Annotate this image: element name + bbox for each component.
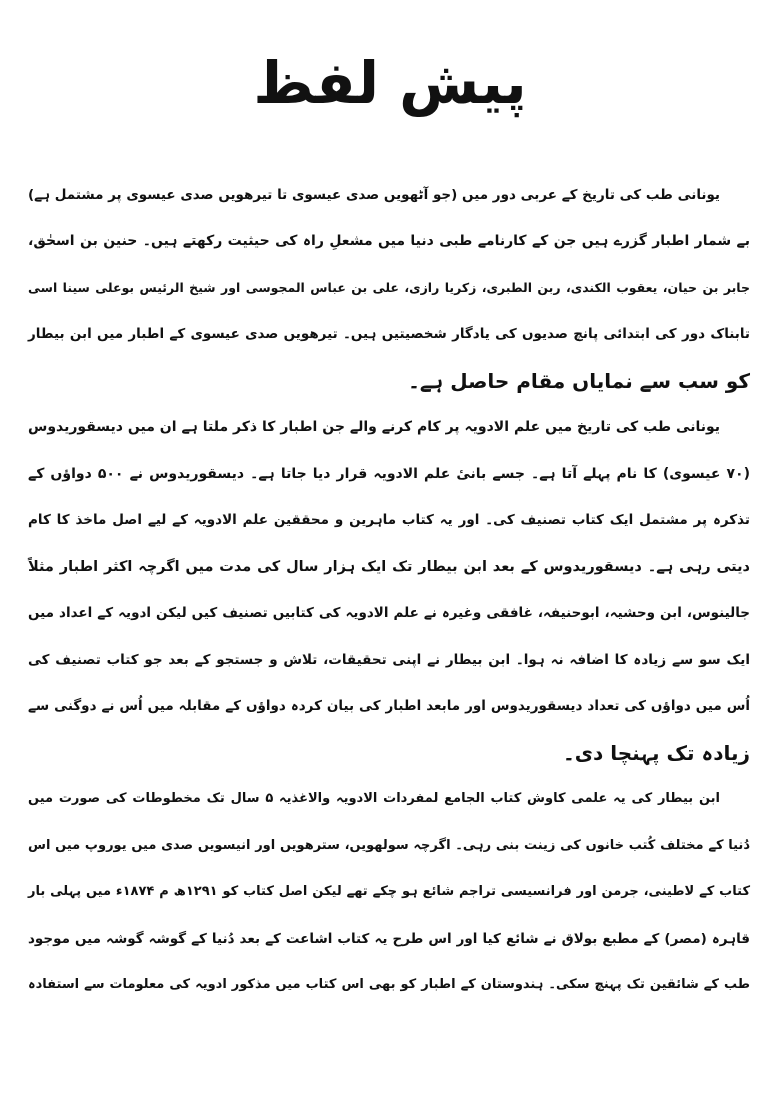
- text-line: تابناک دور کی ابتدائی پانچ صدیوں کی یادگار شخصیتیں ہیں۔ تیرھویں صدی عیسوی کے اطبار میں ابن بیطار: [28, 326, 750, 342]
- text-line: یونانی طب کی تاریخ کے عربی دور میں (جو آٹھویں صدی عیسوی تا تیرھویں صدی عیسوی پر مشتمل ہے): [28, 187, 720, 203]
- text-line: دُنیا کے مختلف کُتب خانوں کی زینت بنی رہی۔ اگرچہ سولھویں، سترھویں اور انیسویں صدی میں یوروپ میں اس: [28, 838, 750, 853]
- text-line: یونانی طب کی تاریخ میں علم الادویہ پر کام کرنے والے جن اطبار کا ذکر ملتا ہے ان میں دیسقوریدوس: [28, 419, 720, 435]
- text-line: کتاب کے لاطینی، جرمن اور فرانسیسی تراجم شائع ہو چکے تھے لیکن اصل کتاب کو ۱۲۹۱ھ م ۱۸۷۴ء میں پہلی بار: [28, 884, 750, 899]
- text-line: ایک سو سے زیادہ کا اضافہ نہ ہوا۔ ابن بیطار نے اپنی تحقیقات، تلاش و جستجو کے بعد جو کتاب تصنیف کی: [28, 652, 750, 668]
- text-line: (۷۰ عیسوی) کا نام پہلے آتا ہے۔ جسے بانیٔ علم الادویہ قرار دیا جاتا ہے۔ دیسقوریدوس نے ۵۰۰ دواؤں کے: [28, 466, 750, 482]
- text-line: دیتی رہی ہے۔ دیسقوریدوس کے بعد ابن بیطار تک ایک ہزار سال کی مدت میں اگرچہ اکثر اطبار مثلاً: [28, 559, 750, 575]
- text-line: جابر بن حیان، یعقوب الکندی، ربن الطبری، زکریا رازی، علی بن عباس المجوسی اور شیخ الرئیس بوعلی سینا اسی: [28, 280, 750, 295]
- text-line: بے شمار اطبار گزرے ہیں جن کے کارنامے طبی دنیا میں مشعلِ راہ کی حیثیت رکھتے ہیں۔ حنین بن اسحٰق،: [28, 233, 750, 249]
- text-line: کو سب سے نمایاں مقام حاصل ہے۔: [408, 369, 750, 393]
- text-line: طب کے شائقین تک پہنچ سکی۔ ہندوستان کے اطبار کو بھی اس کتاب میں مذکور ادویہ کی معلومات سے استفادہ: [28, 977, 750, 992]
- text-line: تذکرہ پر مشتمل ایک کتاب تصنیف کی۔ اور یہ کتاب ماہرین و محققین علم الادویہ کے لیے اصل ماخذ کا کام: [28, 512, 750, 528]
- page-title: پیش لفظ: [253, 49, 527, 117]
- text-line: جالینوس، ابن وحشیہ، ابوحنیفہ، غافقی وغیرہ نے علم الادویہ کی کتابیں تصنیف کیں لیکن ادویہ کے اعداد میں: [28, 605, 750, 621]
- text-line: اُس میں دواؤں کی تعداد دیسقوریدوس اور مابعد اطبار کی بیان کردہ دواؤں کے مقابلہ میں اُس نے دوگنی سے: [28, 698, 750, 714]
- text-line: قاہرہ (مصر) کے مطبع بولاق نے شائع کیا اور اس طرح یہ کتاب اشاعت کے بعد دُنیا کے گوشہ گوشہ میں موجود: [28, 931, 750, 947]
- text-line: زیادہ تک پہنچا دی۔: [562, 741, 750, 765]
- text-line: ابن بیطار کی یہ علمی کاوش کتاب الجامع لمفردات الادویہ والاغذیہ ۵ سال تک مخطوطات کی صورت میں: [28, 791, 720, 806]
